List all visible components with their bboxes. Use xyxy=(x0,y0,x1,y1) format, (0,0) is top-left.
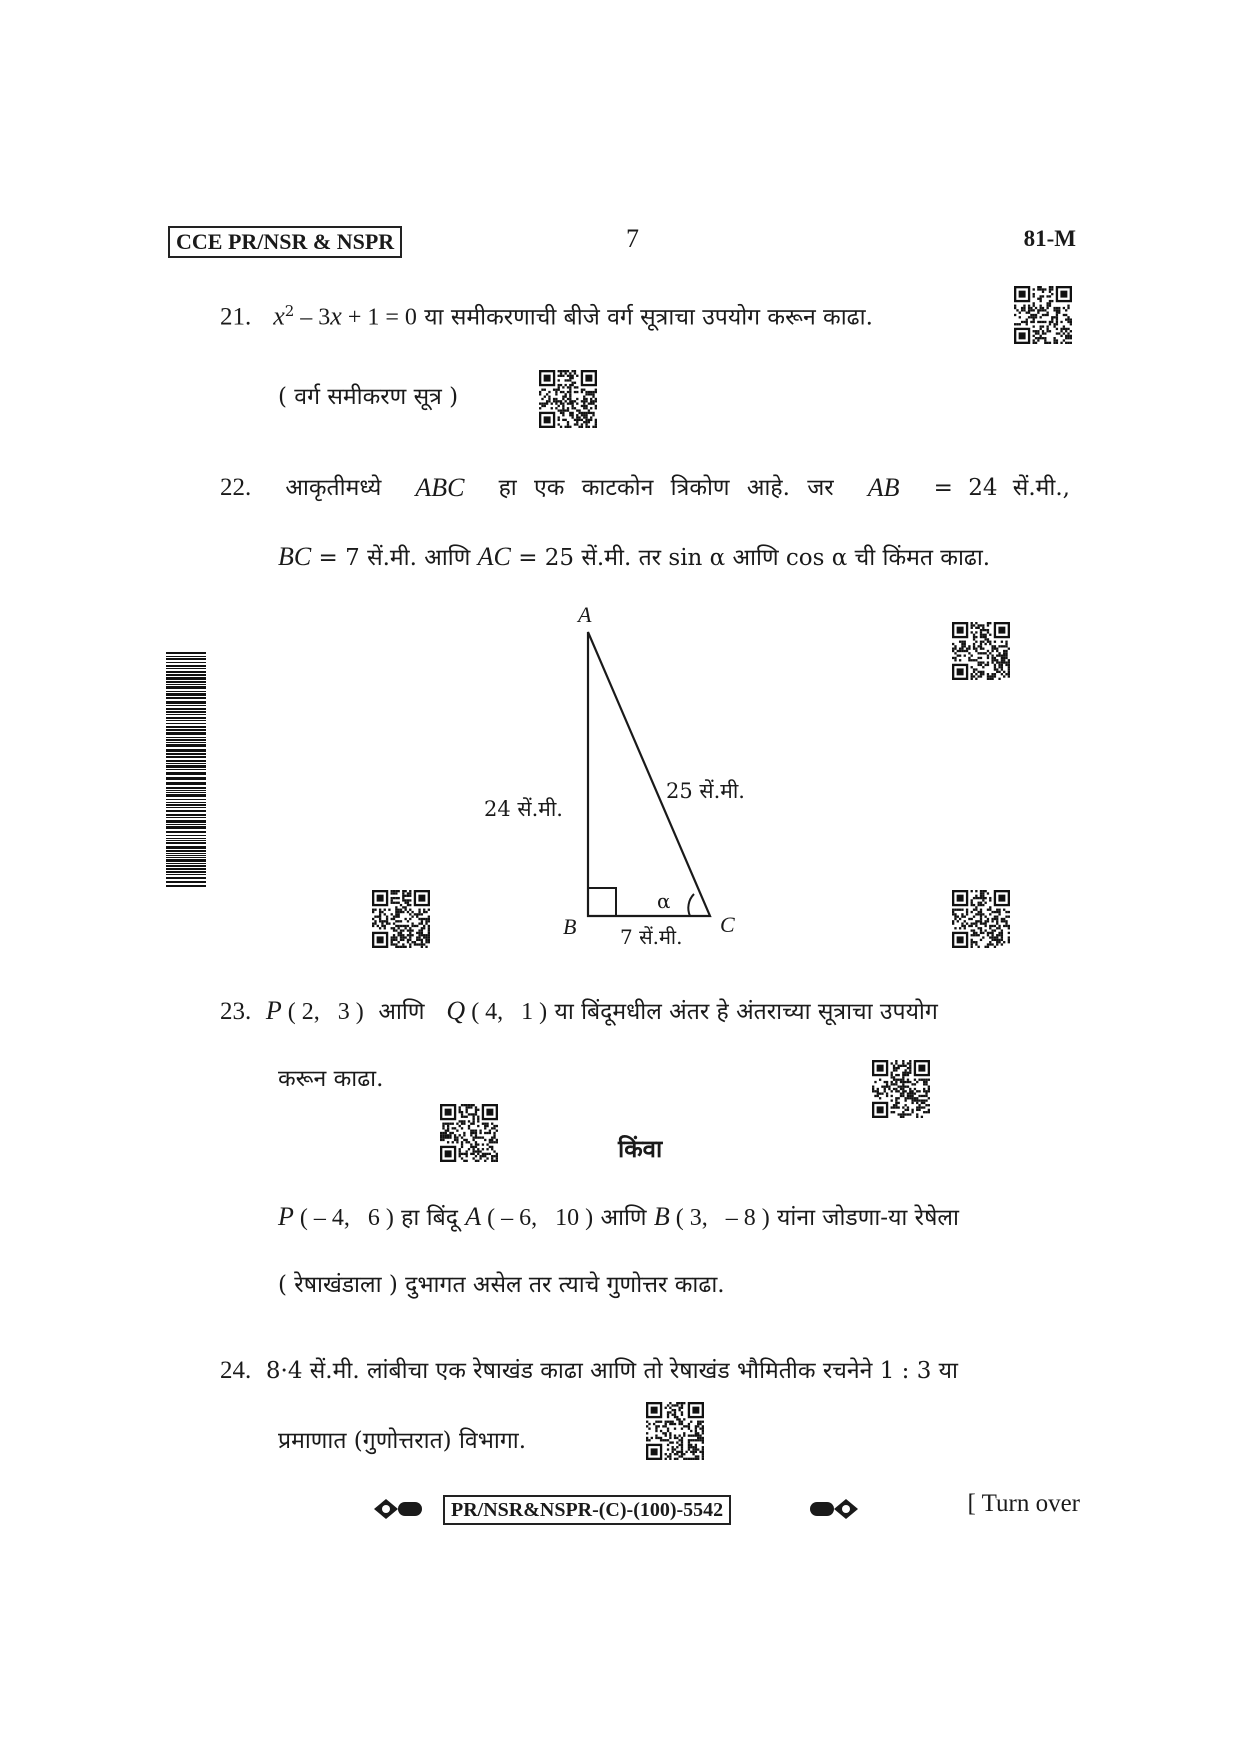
qr-code-icon xyxy=(372,890,430,948)
side-ac-label: 25 सें.मी. xyxy=(666,779,745,803)
barcode-icon xyxy=(166,652,206,887)
qr-code-icon xyxy=(440,1104,498,1162)
question-text: यांना जोडणा-या रेषेला xyxy=(769,1205,959,1231)
point-q-coords: ( 4, 1 ) xyxy=(465,999,548,1025)
or-separator: किंवा xyxy=(618,1134,663,1163)
question-22-line-2 xyxy=(278,542,990,573)
point-p-coords: ( 2, 3 ) xyxy=(281,999,364,1025)
point-a-coords: ( – 6, 10 ) xyxy=(481,1205,594,1231)
side-name: BC xyxy=(278,542,312,571)
question-text: = 25 सें.मी. तर sin α आणि cos α ची किंमत काढा. xyxy=(510,545,991,571)
page-number: 7 xyxy=(626,224,639,253)
header-code-box: CCE PR/NSR & NSPR xyxy=(168,226,402,258)
question-text: या समीकरणाची बीजे वर्ग सूत्राचा उपयोग करून काढा. xyxy=(416,304,873,331)
question-text: आणि xyxy=(363,999,447,1025)
ornament-right-icon xyxy=(808,1496,860,1522)
footer-code-box: PR/NSR&NSPR-(C)-(100)-5542 xyxy=(443,1495,731,1525)
question-23-line-1 xyxy=(220,996,938,1027)
question-text: हा एक काटकोन त्रिकोण आहे. जर xyxy=(498,475,834,501)
question-text: हा बिंदू xyxy=(393,1205,466,1231)
equation-tail: + 1 = 0 xyxy=(341,304,417,331)
paper-code: 81-M xyxy=(1023,226,1076,251)
equation-part: – 3 xyxy=(294,304,331,331)
qr-code-icon xyxy=(1014,286,1072,344)
question-text: = 7 सें.मी. आणि xyxy=(311,545,478,571)
angle-arc xyxy=(688,894,694,916)
question-22-line-1 xyxy=(220,473,1070,503)
triangle-name: ABC xyxy=(415,473,465,502)
question-23-alt-line-2: ( रेषाखंडाला ) दुभागत असेल तर त्याचे गुणोत्तर काढा. xyxy=(278,1272,725,1298)
point-q: Q xyxy=(446,996,466,1025)
point-p: P xyxy=(265,996,282,1025)
side-ab-label: 24 सें.मी. xyxy=(484,797,563,821)
question-number: 22. xyxy=(220,474,252,501)
vertex-c-label: C xyxy=(720,912,735,937)
side-name: AC xyxy=(477,542,511,571)
question-21-hint: ( वर्ग समीकरण सूत्र ) xyxy=(278,384,459,410)
question-23-alt-line-1 xyxy=(278,1202,959,1233)
vertex-b-label: B xyxy=(563,914,577,939)
question-text: आकृतीमध्ये xyxy=(285,475,382,501)
point-b-coords: ( 3, – 8 ) xyxy=(669,1205,770,1231)
question-24-line-2: प्रमाणात (गुणोत्तरात) विभागा. xyxy=(278,1428,527,1454)
question-text: या बिंदूमधील अंतर हे अंतराच्या सूत्राचा उपयोग xyxy=(547,999,938,1025)
vertex-a-label: A xyxy=(578,602,592,627)
qr-code-icon xyxy=(952,890,1010,948)
question-23-line-2: करून काढा. xyxy=(278,1066,384,1092)
equation-var: x xyxy=(330,301,342,331)
question-21 xyxy=(220,296,873,333)
equation-var: x xyxy=(273,301,285,331)
equation-exponent: 2 xyxy=(284,302,295,320)
question-number: 23. xyxy=(220,998,252,1025)
question-number: 24. xyxy=(220,1357,252,1384)
point-p-coords: ( – 4, 6 ) xyxy=(293,1205,394,1231)
question-text: आणि xyxy=(593,1205,654,1231)
point-b: B xyxy=(653,1202,670,1231)
qr-code-icon xyxy=(952,622,1010,680)
triangle-shape xyxy=(588,632,710,916)
side-bc-label: 7 सें.मी. xyxy=(620,925,683,949)
qr-code-icon xyxy=(872,1060,930,1118)
qr-code-icon xyxy=(646,1402,704,1460)
point-a: A xyxy=(465,1202,482,1231)
point-p: P xyxy=(278,1202,294,1231)
question-text: 8·4 सें.मी. लांबीचा एक रेषाखंड काढा आणि तो रेषाखंड भौमितीक रचनेने 1 : 3 या xyxy=(265,1358,958,1384)
side-name: AB xyxy=(867,473,900,502)
qr-code-icon xyxy=(539,370,597,428)
right-angle-marker xyxy=(588,888,616,916)
ornament-left-icon xyxy=(372,1496,424,1522)
turn-over-text: [ Turn over xyxy=(967,1490,1080,1517)
question-24-line-1 xyxy=(220,1356,958,1386)
question-number: 21. xyxy=(220,303,252,331)
angle-alpha-label: α xyxy=(657,889,671,913)
question-text: = 24 सें.मी., xyxy=(933,475,1070,501)
